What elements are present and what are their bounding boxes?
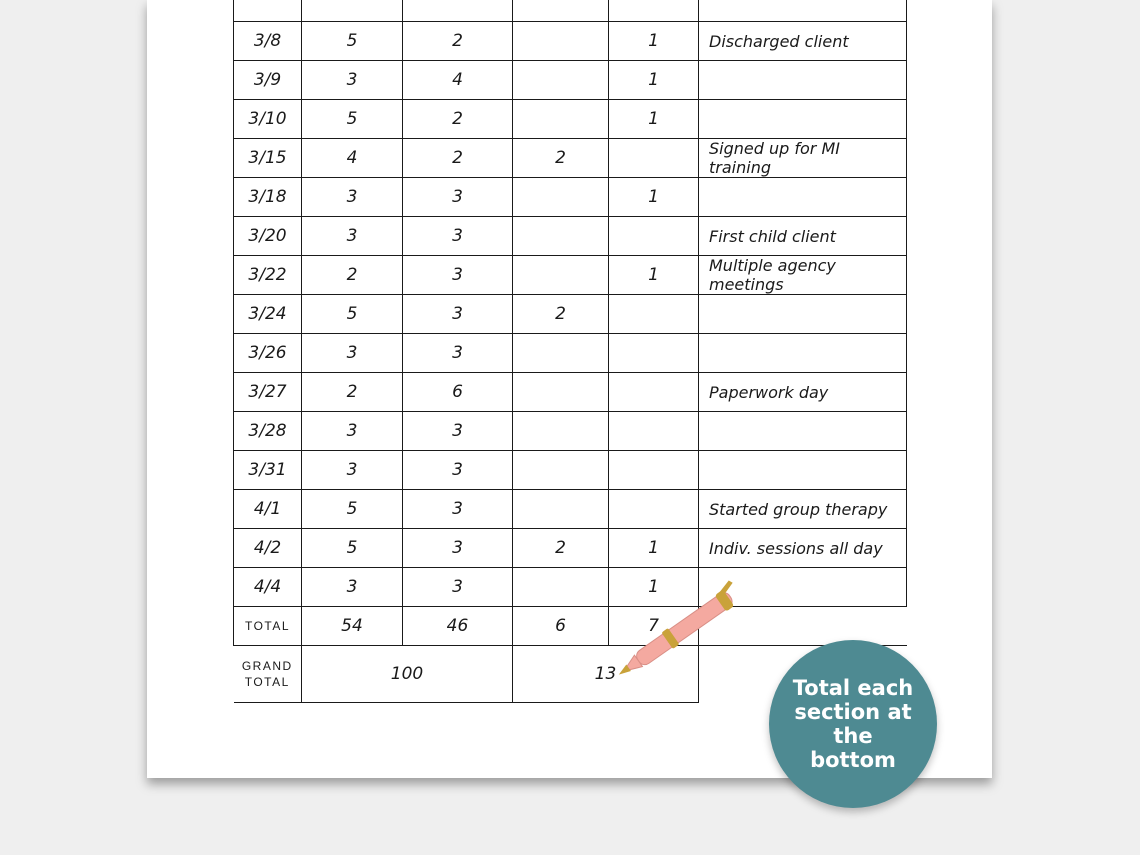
note-cell bbox=[699, 178, 907, 217]
date-cell: 3/10 bbox=[234, 100, 302, 139]
note-cell bbox=[699, 295, 907, 334]
note-cell: Signed up for MI training bbox=[699, 139, 907, 178]
count-cell: 3 bbox=[403, 568, 513, 607]
date-cell: 3/15 bbox=[234, 139, 302, 178]
table-row bbox=[234, 412, 907, 451]
table-row bbox=[234, 0, 907, 22]
note-cell: Multiple agency meetings bbox=[699, 256, 907, 295]
table-row bbox=[234, 529, 907, 568]
count-cell: 1 bbox=[609, 178, 699, 217]
count-cell bbox=[609, 412, 699, 451]
count-cell: 4 bbox=[302, 139, 403, 178]
count-cell: 1 bbox=[609, 22, 699, 61]
count-cell bbox=[609, 0, 699, 22]
table-row bbox=[234, 334, 907, 373]
pen-illustration bbox=[600, 578, 760, 688]
count-cell bbox=[513, 256, 609, 295]
date-cell: 3/31 bbox=[234, 451, 302, 490]
count-cell: 2 bbox=[403, 139, 513, 178]
count-cell: 3 bbox=[403, 256, 513, 295]
note-cell bbox=[699, 412, 907, 451]
date-cell: 3/26 bbox=[234, 334, 302, 373]
count-cell: 3 bbox=[302, 334, 403, 373]
table-row bbox=[234, 139, 907, 178]
grand-total-label-line2: TOTAL bbox=[244, 675, 290, 689]
date-cell: 3/27 bbox=[234, 373, 302, 412]
note-cell bbox=[699, 61, 907, 100]
count-cell: 3 bbox=[302, 412, 403, 451]
count-cell bbox=[513, 22, 609, 61]
date-cell: 3/9 bbox=[234, 61, 302, 100]
count-cell: 2 bbox=[403, 22, 513, 61]
total-cell: 46 bbox=[403, 607, 513, 646]
count-cell bbox=[609, 334, 699, 373]
count-cell: 3 bbox=[302, 451, 403, 490]
count-cell: 1 bbox=[609, 568, 699, 607]
note-cell bbox=[699, 334, 907, 373]
count-cell: 6 bbox=[403, 373, 513, 412]
count-cell: 5 bbox=[302, 295, 403, 334]
table-row bbox=[234, 451, 907, 490]
total-cell: 6 bbox=[513, 607, 609, 646]
count-cell bbox=[302, 0, 403, 22]
count-cell: 1 bbox=[609, 100, 699, 139]
count-cell bbox=[513, 217, 609, 256]
session-log-table bbox=[233, 0, 907, 703]
count-cell bbox=[513, 0, 609, 22]
note-cell: Paperwork day bbox=[699, 373, 907, 412]
count-cell bbox=[513, 100, 609, 139]
count-cell bbox=[609, 139, 699, 178]
count-cell bbox=[609, 217, 699, 256]
count-cell: 2 bbox=[513, 295, 609, 334]
count-cell: 3 bbox=[403, 178, 513, 217]
table-row bbox=[234, 61, 907, 100]
count-cell: 1 bbox=[609, 61, 699, 100]
total-cell: 54 bbox=[302, 607, 403, 646]
note-cell: Started group therapy bbox=[699, 490, 907, 529]
count-cell: 5 bbox=[302, 22, 403, 61]
count-cell bbox=[609, 373, 699, 412]
date-cell: 3/18 bbox=[234, 178, 302, 217]
count-cell: 1 bbox=[609, 256, 699, 295]
note-cell bbox=[699, 451, 907, 490]
count-cell: 3 bbox=[403, 451, 513, 490]
note-cell bbox=[699, 0, 907, 22]
count-cell bbox=[513, 412, 609, 451]
grand-total-label-line1: GRAND bbox=[241, 659, 293, 673]
count-cell bbox=[513, 451, 609, 490]
count-cell: 2 bbox=[302, 256, 403, 295]
table-row bbox=[234, 178, 907, 217]
table-body bbox=[234, 0, 907, 607]
count-cell: 3 bbox=[302, 61, 403, 100]
count-cell: 1 bbox=[609, 529, 699, 568]
table-row bbox=[234, 256, 907, 295]
count-cell: 3 bbox=[403, 412, 513, 451]
note-cell: Discharged client bbox=[699, 22, 907, 61]
total-label: TOTAL bbox=[234, 607, 302, 646]
date-cell: 3/28 bbox=[234, 412, 302, 451]
grand-total-right: 13 bbox=[513, 646, 699, 703]
count-cell: 5 bbox=[302, 490, 403, 529]
count-cell bbox=[513, 178, 609, 217]
count-cell: 3 bbox=[403, 529, 513, 568]
table-row bbox=[234, 295, 907, 334]
total-cell: 7 bbox=[609, 607, 699, 646]
table-row bbox=[234, 568, 907, 607]
count-cell bbox=[609, 295, 699, 334]
count-cell bbox=[403, 0, 513, 22]
date-cell: 3/24 bbox=[234, 295, 302, 334]
table-row bbox=[234, 22, 907, 61]
count-cell: 5 bbox=[302, 529, 403, 568]
date-cell: 4/1 bbox=[234, 490, 302, 529]
count-cell bbox=[513, 61, 609, 100]
count-cell: 3 bbox=[403, 295, 513, 334]
note-cell: First child client bbox=[699, 217, 907, 256]
grand-total-left: 100 bbox=[302, 646, 513, 703]
count-cell: 5 bbox=[302, 100, 403, 139]
table-row bbox=[234, 100, 907, 139]
count-cell: 3 bbox=[302, 568, 403, 607]
count-cell: 3 bbox=[403, 490, 513, 529]
table-row bbox=[234, 217, 907, 256]
tip-badge-text: Total each section at the bottom bbox=[792, 676, 914, 772]
count-cell: 2 bbox=[403, 100, 513, 139]
table-row bbox=[234, 373, 907, 412]
tip-badge bbox=[769, 640, 937, 808]
count-cell bbox=[609, 451, 699, 490]
date-cell bbox=[234, 0, 302, 22]
count-cell: 3 bbox=[403, 217, 513, 256]
date-cell: 3/20 bbox=[234, 217, 302, 256]
count-cell: 3 bbox=[302, 217, 403, 256]
count-cell bbox=[513, 490, 609, 529]
count-cell: 3 bbox=[403, 334, 513, 373]
date-cell: 3/22 bbox=[234, 256, 302, 295]
count-cell bbox=[609, 490, 699, 529]
grand-total-label bbox=[234, 646, 302, 703]
count-cell: 4 bbox=[403, 61, 513, 100]
note-cell: Indiv. sessions all day bbox=[699, 529, 907, 568]
date-cell: 4/4 bbox=[234, 568, 302, 607]
total-row bbox=[234, 607, 907, 646]
count-cell: 3 bbox=[302, 178, 403, 217]
date-cell: 4/2 bbox=[234, 529, 302, 568]
note-cell bbox=[699, 100, 907, 139]
count-cell: 2 bbox=[513, 529, 609, 568]
date-cell: 3/8 bbox=[234, 22, 302, 61]
count-cell bbox=[513, 334, 609, 373]
count-cell: 2 bbox=[513, 139, 609, 178]
count-cell: 2 bbox=[302, 373, 403, 412]
count-cell bbox=[513, 373, 609, 412]
count-cell bbox=[513, 568, 609, 607]
table-row bbox=[234, 490, 907, 529]
